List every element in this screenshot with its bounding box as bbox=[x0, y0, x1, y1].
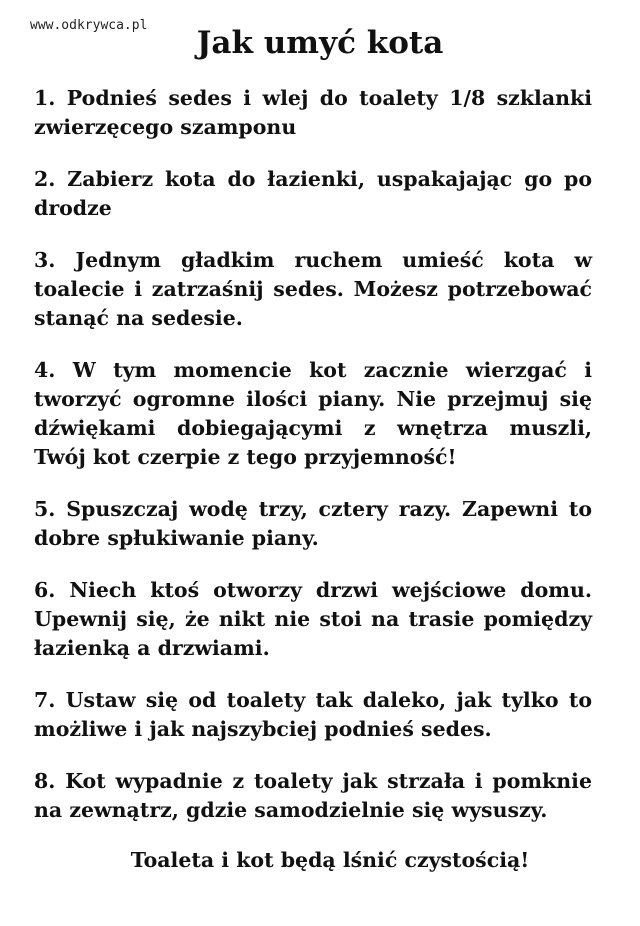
step-7: 7. Ustaw się od toalety tak daleko, jak tylko to możliwe i jak najszybciej podnieś sedes. bbox=[34, 688, 592, 741]
page-title: Jak umyć kota bbox=[196, 25, 444, 61]
step-1: 1. Podnieś sedes i wlej do toalety 1/8 szklanki zwierzęcego szamponu bbox=[34, 86, 592, 139]
steps-list bbox=[34, 84, 592, 848]
closing-line: Toaleta i kot będą lśnić czystością! bbox=[130, 848, 530, 872]
step-5: 5. Spuszczaj wodę trzy, cztery razy. Zapewni to dobre spłukiwanie piany. bbox=[34, 497, 592, 550]
step-3: 3. Jednym gładkim ruchem umieść kota w toalecie i zatrzaśnij sedes. Możesz potrzebować stanąć na sedesie. bbox=[34, 248, 592, 330]
step-4: 4. W tym momencie kot zacznie wierzgać i tworzyć ogromne ilości piany. Nie przejmuj się dźwiękami dobiegającymi z wnętrza muszli, Twój kot czerpie z tego przyjemność! bbox=[34, 358, 592, 469]
watermark: www.odkrywca.pl bbox=[30, 18, 148, 33]
step-6: 6. Niech ktoś otworzy drzwi wejściowe domu. Upewnij się, że nikt nie stoi na trasie pomiędzy łazienką a drzwiami. bbox=[34, 578, 592, 660]
step-2: 2. Zabierz kota do łazienki, uspakajając go po drodze bbox=[34, 167, 592, 220]
step-8: 8. Kot wypadnie z toalety jak strzała i pomknie na zewnątrz, gdzie samodzielnie się wysuszy. bbox=[34, 769, 592, 822]
